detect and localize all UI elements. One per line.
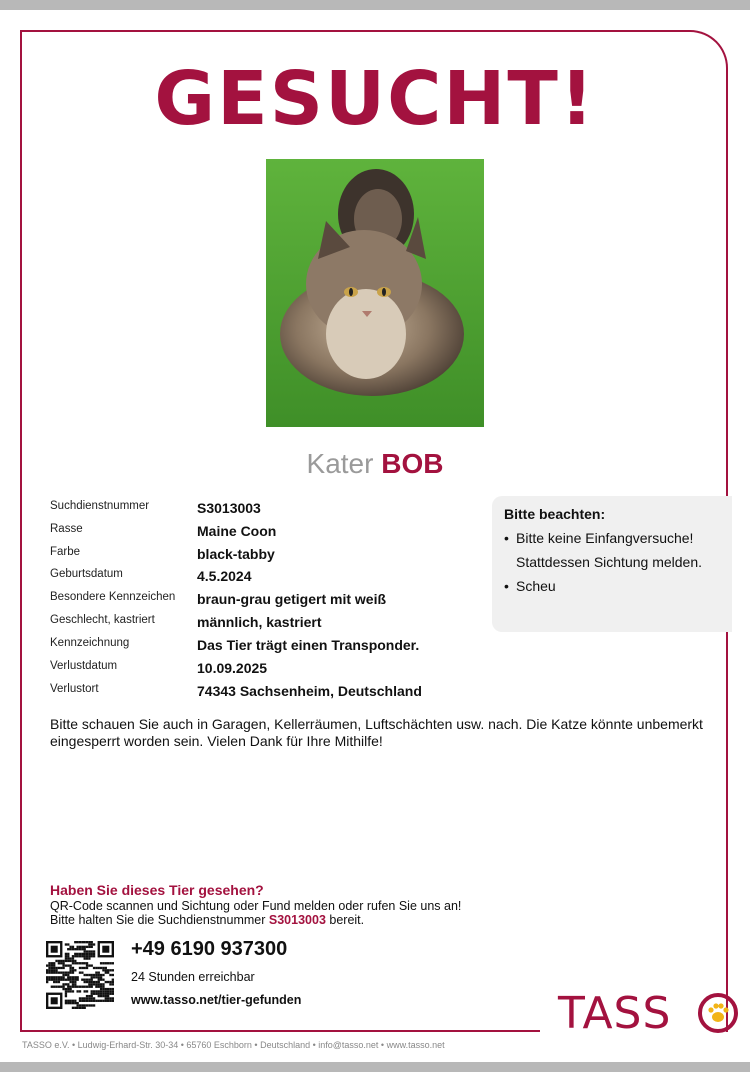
detail-row — [50, 591, 490, 613]
notice-item: • Scheu — [504, 574, 720, 598]
cat-photo — [266, 159, 484, 427]
notice-item: • Bitte keine Einfangversuche! Stattdessen Sichtung melden. — [504, 526, 720, 574]
detail-row — [50, 546, 490, 568]
detail-label: Farbe — [50, 546, 81, 558]
top-bar — [0, 0, 750, 10]
detail-row — [50, 523, 490, 545]
report-link[interactable]: www.tasso.net/tier-gefunden — [131, 993, 302, 1007]
animal-name — [0, 448, 750, 480]
paw-icon — [698, 993, 738, 1033]
contact-instruction: QR-Code scannen und Sichtung oder Fund melden oder rufen Sie uns an! — [50, 899, 462, 913]
notice-list — [504, 526, 720, 598]
footer-address: TASSO e.V. • Ludwig-Erhard-Str. 30-34 • 65760 Eschborn • Deutschland • info@tasso.net • www.tasso.net — [22, 1040, 445, 1050]
contact-heading: Haben Sie dieses Tier gesehen? — [50, 882, 264, 898]
detail-label: Rasse — [50, 523, 83, 535]
tasso-logo — [558, 988, 738, 1040]
detail-row — [50, 683, 490, 705]
detail-value: Maine Coon — [197, 523, 277, 539]
detail-value: 74343 Sachsenheim, Deutschland — [197, 683, 422, 699]
detail-value: braun-grau getigert mit weiß — [197, 591, 387, 607]
detail-label: Geschlecht, kastriert — [50, 614, 155, 626]
phone-number[interactable]: +49 6190 937300 — [131, 938, 288, 960]
logo-text: TASS — [558, 988, 672, 1039]
animal-name-value: BOB — [381, 448, 444, 479]
poster-title: GESUCHT! — [154, 56, 596, 142]
info-paragraph: Bitte schauen Sie auch in Garagen, Kellerräumen, Luftschächten usw. nach. Die Katze könnte unbemerkt eingesperrt worden sein. Vielen Dank für Ihre Mithilfe! — [50, 716, 703, 749]
detail-value: 10.09.2025 — [197, 660, 268, 676]
animal-type: Kater — [306, 448, 374, 479]
notice-box — [492, 496, 732, 632]
notice-title: Bitte beachten: — [504, 506, 606, 522]
detail-value: Das Tier trägt einen Transponder. — [197, 637, 420, 653]
detail-row — [50, 568, 490, 590]
qr-code[interactable] — [46, 941, 114, 1009]
detail-value: S3013003 — [197, 500, 261, 516]
detail-row — [50, 500, 490, 522]
detail-value: männlich, kastriert — [197, 614, 322, 630]
bottom-bar — [0, 1062, 750, 1072]
detail-row — [50, 637, 490, 659]
frame-bottom-line — [20, 1030, 540, 1032]
detail-label: Verlustort — [50, 683, 99, 695]
detail-value: black-tabby — [197, 546, 275, 562]
detail-label: Verlustdatum — [50, 660, 118, 672]
detail-row — [50, 614, 490, 636]
detail-label: Kennzeichnung — [50, 637, 130, 649]
reference-number: S3013003 — [268, 913, 326, 925]
detail-label: Suchdienstnummer — [50, 500, 150, 512]
availability-text: 24 Stunden erreichbar — [131, 970, 255, 984]
detail-label: Besondere Kennzeichen — [50, 591, 176, 603]
detail-label: Geburtsdatum — [50, 568, 123, 580]
detail-value: 4.5.2024 — [197, 568, 252, 584]
detail-row — [50, 660, 490, 682]
contact-reference-note: Bitte halten Sie die Suchdienstnummer S3013003 bereit. — [50, 913, 365, 925]
